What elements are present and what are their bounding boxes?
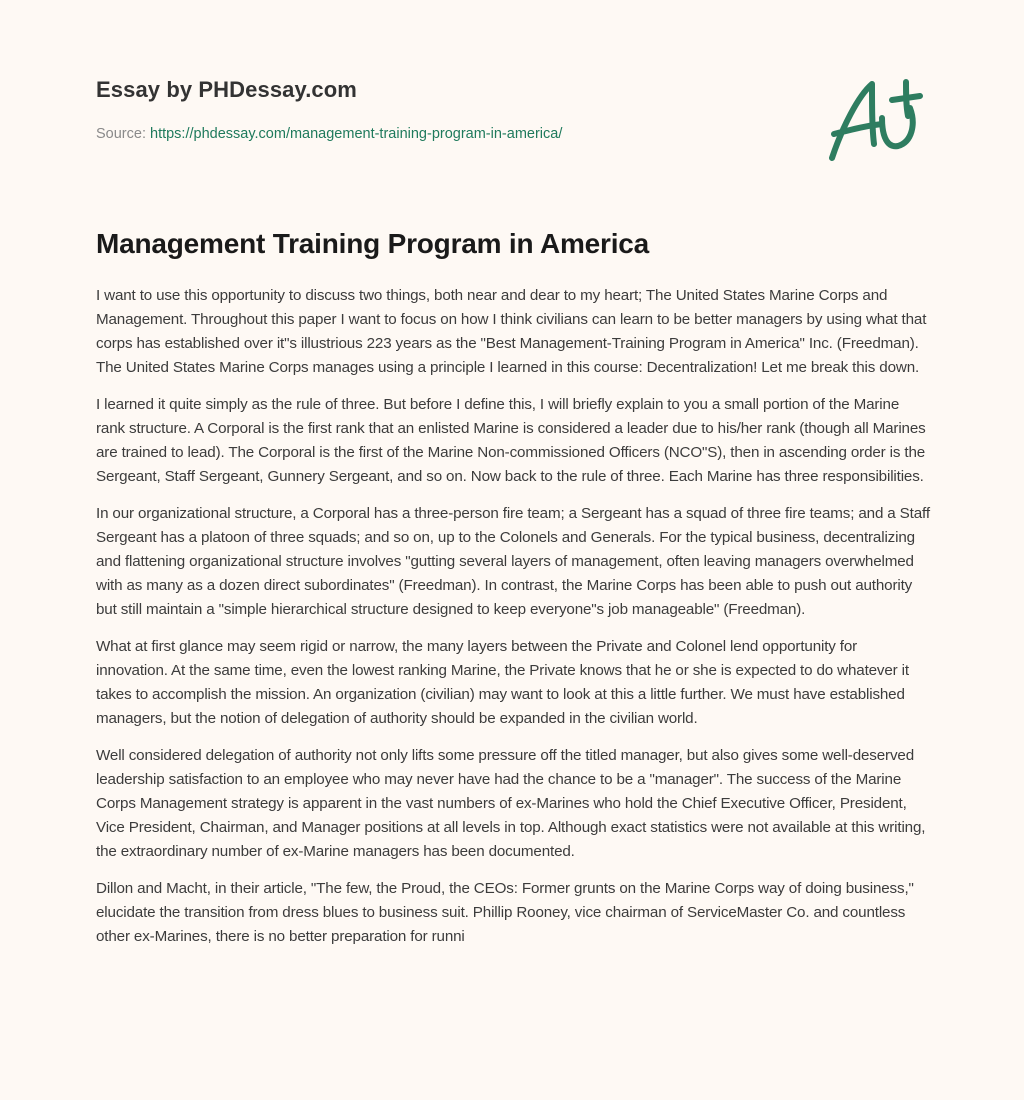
essay-paragraph: Dillon and Macht, in their article, "The few, the Proud, the CEOs: Former grunts on the Marine Corps way of doing business," elucidate the transition from dress blues to business suit. Phillip Rooney, vice chairman of ServiceMaster Co. and countless other ex-Marines, there is no better preparation for runni	[96, 880, 914, 945]
essay-body	[96, 224, 932, 962]
source-line	[96, 124, 936, 144]
essay-paragraph: I learned it quite simply as the rule of three. But before I define this, I will briefly explain to you a small portion of the Marine rank structure. A Corporal is the first rank that an enlisted Marine is considered a leader due to his/her rank (though all Marines are trained to lead). The Corporal is the first of the Marine Non-commissioned Officers (NCO"S), then in ascending order is the Sergeant, Staff Sergeant, Gunnery Sergeant, and so on. Now back to the rule of three. Each Marine has three responsibilities.	[96, 396, 926, 485]
essay-title: Management Training Program in America	[96, 228, 650, 259]
source-label: Source:	[96, 126, 150, 142]
essay-paragraph: I want to use this opportunity to discuss two things, both near and dear to my heart; The United States Marine Corps and Management. Throughout this paper I want to focus on how I think civilians can learn to be better managers by using what that corps has established over it"s illustrious 223 years as the "Best Management-Training Program in America" Inc. (Freedman). The United States Marine Corps manages using a principle I learned in this course: Decentralization! Let me break this down.	[96, 287, 927, 376]
essay-paragraph: Well considered delegation of authority not only lifts some pressure off the titled manager, but also gives some well-deserved leadership satisfaction to an employee who may never have had the chance to be a "manager". The success of the Marine Corps Management strategy is apparent in the vast numbers of ex-Marines who hold the Chief Executive Officer, President, Vice President, Chairman, and Manager positions at all levels in top. Although exact statistics were not available at this writing, the extraordinary number of ex-Marine managers has been documented.	[96, 747, 926, 860]
essay-paragraph: In our organizational structure, a Corporal has a three-person fire team; a Sergeant has a squad of three fire teams; and a Staff Sergeant has a platoon of three squads; and so on, up to the Colonels and Generals. For the typical business, decentralizing and flattening organizational structure involves "gutting several layers of management, often leaving managers overwhelmed with as many as a dozen direct subordinates" (Freedman). In contrast, the Marine Corps has been able to push out authority but still maintain a "simple hierarchical structure designed to keep everyone"s job manageable" (Freedman).	[96, 505, 930, 618]
source-link[interactable]: https://phdessay.com/management-training-program-in-america/	[150, 126, 563, 142]
a-plus-grade-icon	[820, 66, 930, 166]
site-title: Essay by PHDessay.com	[96, 77, 357, 102]
essay-paragraph: What at first glance may seem rigid or narrow, the many layers between the Private and Colonel lend opportunity for innovation. At the same time, even the lowest ranking Marine, the Private knows that he or she is expected to do whatever it takes to accomplish the mission. An organization (civilian) may want to look at this a little further. We must have established managers, but the notion of delegation of authority should be expanded in the civilian world.	[96, 638, 909, 727]
page-header	[96, 74, 936, 144]
